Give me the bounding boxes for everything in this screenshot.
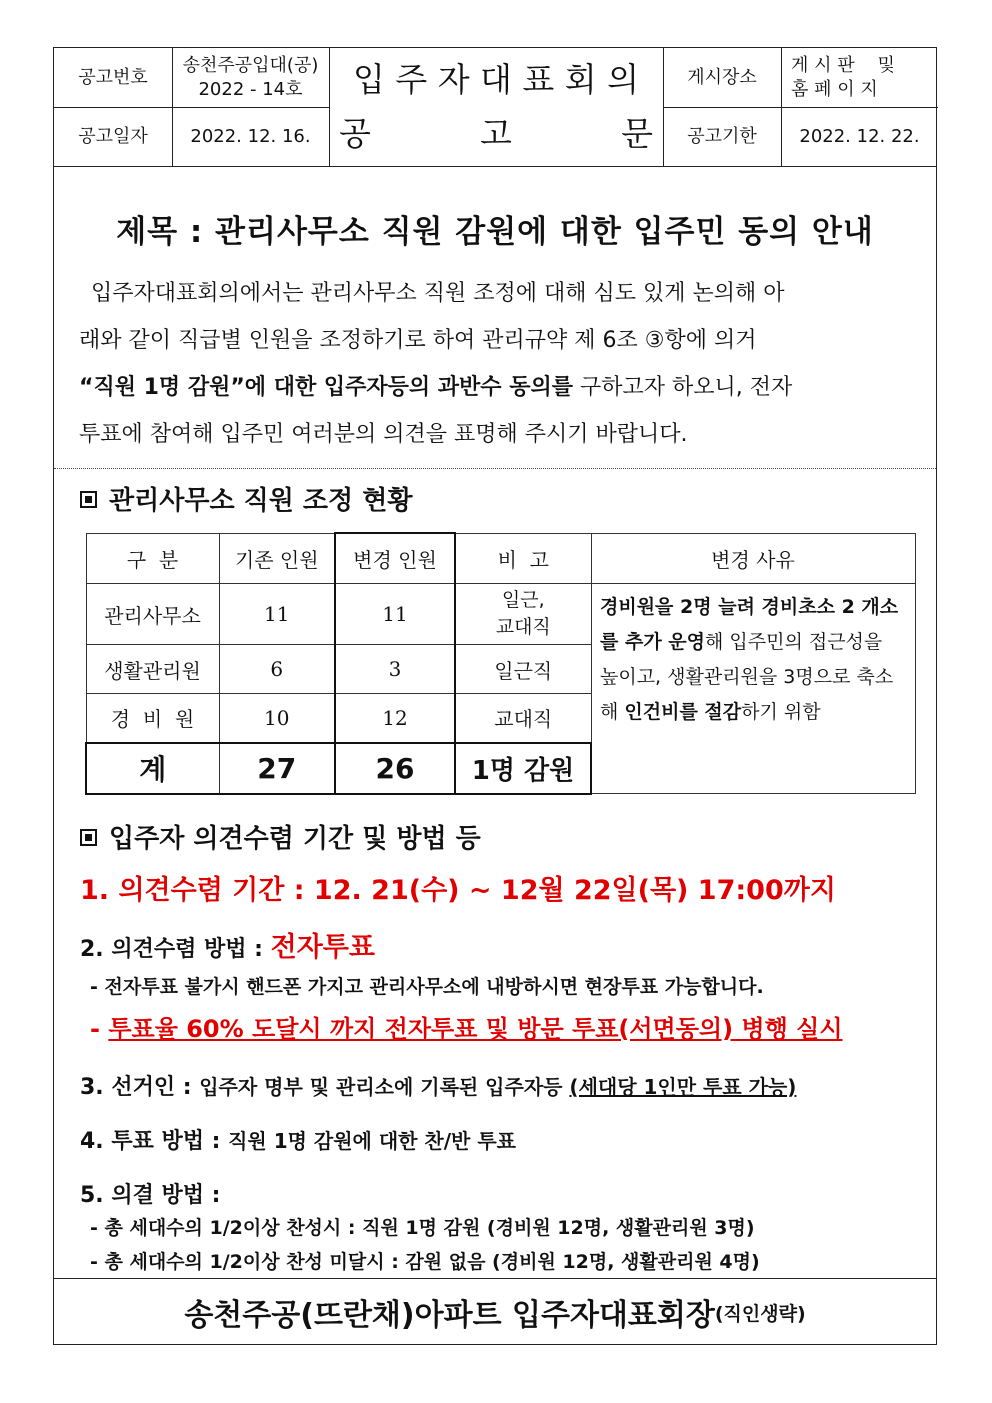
- resolution-item-2: - 총 세대수의 1/2이상 찬성 미달시 : 감원 없음 (경비원 12명, 생활관리원 4명): [90, 1251, 760, 1273]
- table-cell-before: 6: [219, 645, 335, 694]
- notice-no-line1: 송천주공입대(공): [182, 54, 319, 76]
- method-label: 2. 의견수렴 방법 :: [80, 937, 271, 962]
- total-category: 계: [86, 743, 219, 794]
- resolution-item-1: - 총 세대수의 1/2이상 찬성시 : 직원 1명 감원 (경비원 12명, 생활관리원 3명): [90, 1217, 755, 1239]
- table-header-cell: 구 분: [86, 533, 219, 584]
- table-cell-note: 일근, 교대직: [455, 584, 591, 645]
- table-header-cell: 변경 사유: [591, 533, 915, 584]
- total-note: 1명 감원: [455, 743, 591, 794]
- table-cell-note: 일근직: [455, 645, 591, 694]
- title-char-2: 고: [480, 114, 512, 153]
- method-note-2: [90, 1009, 843, 1044]
- table-cell-after: 12: [335, 694, 455, 743]
- dotted-divider: [54, 468, 936, 469]
- intro-line-4: 투표에 참여해 입주민 여러분의 의견을 표명해 주시기 바랍니다.: [79, 422, 688, 447]
- table-header-cell: 변경 인원: [335, 533, 455, 584]
- deadline-value: 2022. 12. 22.: [799, 125, 920, 147]
- table-cell-category: 관리사무소: [86, 584, 219, 645]
- section-1-heading: [80, 480, 412, 517]
- intro-line-2: 래와 같이 직급별 인원을 조정하기로 하여 관리규약 제 6조 ③항에 의거: [79, 328, 757, 353]
- notice-frame: [53, 47, 937, 1345]
- staff-table: [85, 532, 916, 795]
- notice-title-line2: [339, 106, 653, 162]
- table-cell-after: 11: [335, 584, 455, 645]
- voters-underline: (세대당 1인만 투표 가능): [569, 1075, 797, 1099]
- signature: 송천주공(뜨란채)아파트 입주자대표회장: [184, 1298, 715, 1333]
- table-row: [86, 584, 915, 645]
- intro-paragraph: [79, 270, 919, 458]
- notice-header: [54, 48, 936, 167]
- square-bullet-icon: [80, 491, 97, 508]
- subject-title: 제목 : 관리사무소 직원 감원에 대한 입주민 동의 안내: [116, 214, 874, 250]
- reason-bold-1: 경비원을 2명 늘려 경비초소 2 개소를 추가 운영: [600, 596, 899, 653]
- table-cell-reason: [591, 584, 915, 794]
- method-line: [80, 925, 375, 964]
- method-note-1: - 전자투표 불가시 핸드폰 가지고 관리사무소에 내방하시면 현장투표 가능합니다.: [90, 976, 764, 998]
- table-cell-after: 3: [335, 645, 455, 694]
- post-place-line2: 홈 페 이 지: [791, 78, 878, 100]
- date-label: 공고일자: [78, 125, 148, 147]
- table-cell-before: 11: [219, 584, 335, 645]
- section-2-title: 입주자 의견수렴 기간 및 방법 등: [109, 824, 481, 854]
- vote-method-line: [80, 1124, 516, 1155]
- intro-line-1: 입주자대표회의에서는 관리사무소 직원 조정에 대해 심도 있게 논의해 아: [91, 281, 785, 306]
- square-bullet-icon: [80, 829, 97, 846]
- total-after: 26: [335, 743, 455, 794]
- post-place-label: 게시장소: [687, 66, 757, 88]
- title-char-3: 문: [621, 114, 653, 153]
- section-1-title: 관리사무소 직원 조정 현황: [109, 486, 413, 516]
- signature-footer: [54, 1278, 936, 1345]
- intro-highlight: “직원 1명 감원”에 대한 입주자등의 과반수 동의를: [79, 375, 573, 400]
- post-place-value: [781, 48, 938, 107]
- post-place-line1: 게 시 판 및: [791, 54, 895, 76]
- table-cell-before: 10: [219, 694, 335, 743]
- table-cell-category: 생활관리원: [86, 645, 219, 694]
- notice-no-value: [172, 48, 329, 107]
- reason-bold-2: 인건비를 절감: [624, 701, 742, 723]
- table-cell-category: 경 비 원: [86, 694, 219, 743]
- voters-text: 입주자 명부 및 관리소에 기록된 입주자등: [199, 1075, 570, 1099]
- period-line: 1. 의견수렴 기간 : 12. 21(수) ~ 12월 22일(목) 17:00까지: [80, 875, 836, 906]
- method-note-2-text: 투표율 60% 도달시 까지 전자투표 및 방문 투표(서면동의) 병행 실시: [108, 1015, 843, 1043]
- total-before: 27: [219, 743, 335, 794]
- section-2-heading: [80, 818, 481, 855]
- method-value: 전자투표: [270, 932, 375, 963]
- voters-label: 3. 선거인 :: [80, 1075, 200, 1100]
- table-header-cell: 비 고: [455, 533, 591, 584]
- deadline-label: 공고기한: [687, 125, 757, 147]
- reason-text-1: 해 입주민의 접근성을 높이고, 생활관리원을 3명으로 축소해: [600, 631, 894, 723]
- reason-text-2: 하기 위함: [741, 701, 821, 723]
- intro-line-3-rest: 구하고자 하오니, 전자: [572, 375, 793, 400]
- vote-method-text: 직원 1명 감원에 대한 찬/반 투표: [228, 1129, 516, 1153]
- notice-no-label: 공고번호: [78, 66, 148, 88]
- vote-method-label: 4. 투표 방법 :: [80, 1129, 229, 1154]
- title-char-1: 공: [339, 114, 371, 153]
- table-header-row: [86, 533, 915, 584]
- resolution-label: 5. 의결 방법 :: [80, 1183, 221, 1208]
- notice-no-line2: 2022 - 14호: [198, 78, 303, 100]
- date-value: 2022. 12. 16.: [190, 125, 311, 147]
- table-cell-note: 교대직: [455, 694, 591, 743]
- voters-line: [80, 1070, 796, 1101]
- notice-title-line1: 입 주 자 대 표 회 의: [352, 60, 640, 99]
- intro-line-3: [79, 364, 919, 411]
- table-header-cell: 기존 인원: [219, 533, 335, 584]
- method-note-2-dash: -: [90, 1015, 109, 1043]
- seal-note: (직인생략): [714, 1302, 806, 1325]
